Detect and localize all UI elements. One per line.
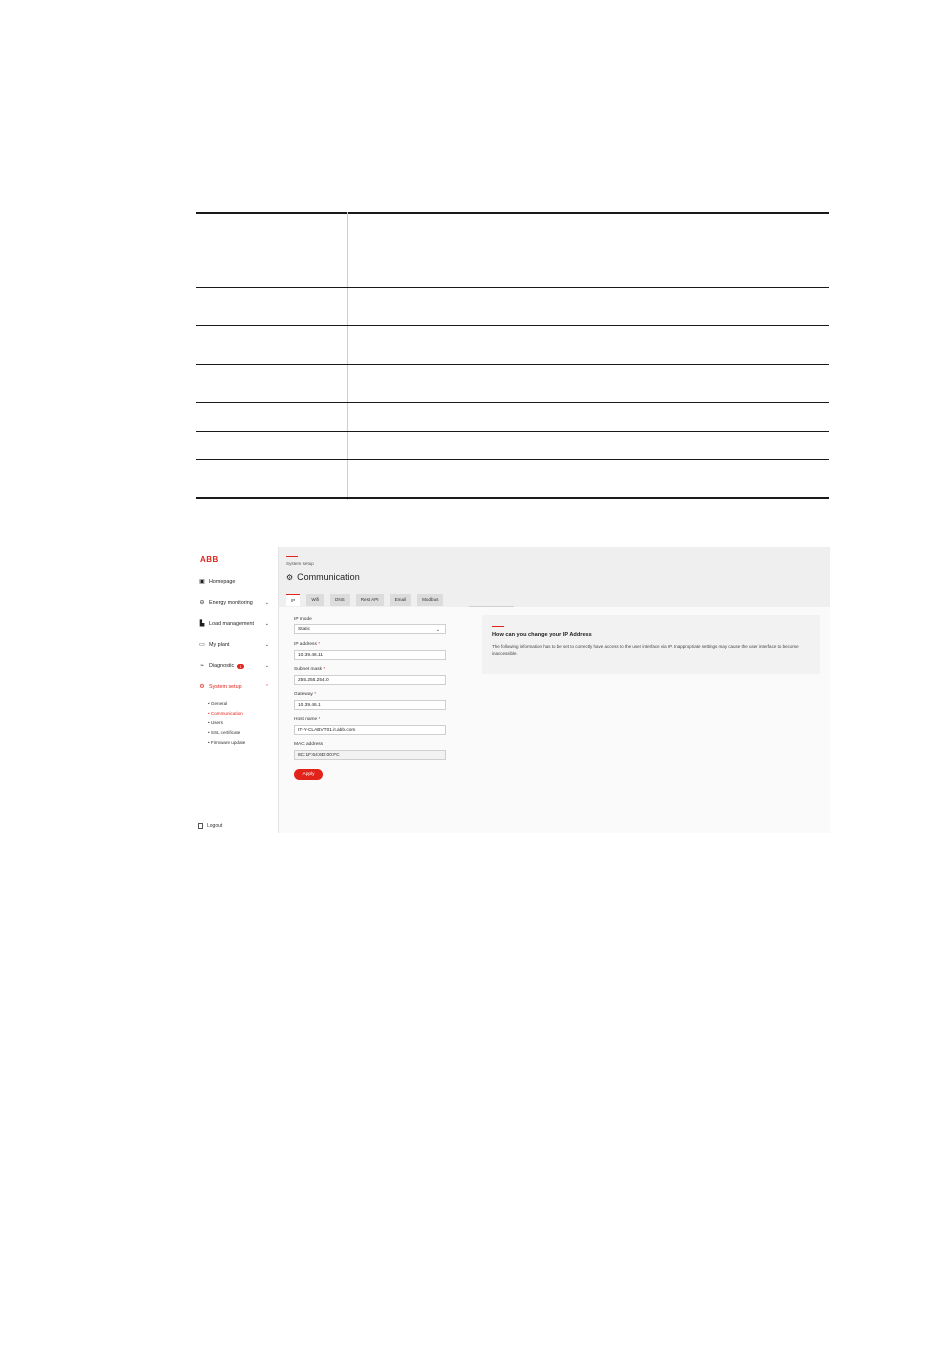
document-table — [196, 212, 829, 500]
notification-badge: 1 — [237, 664, 244, 669]
chevron-down-icon: ⌄ — [264, 642, 269, 648]
gateway-label — [294, 692, 316, 697]
gateway-field[interactable]: 10.39.46.1 — [294, 700, 446, 710]
sidebar-item-label: System setup — [209, 684, 242, 690]
logout-button[interactable] — [198, 823, 222, 829]
main-content — [279, 547, 830, 833]
required-marker: * — [318, 642, 321, 647]
sidebar-item-label: Load management — [209, 621, 254, 627]
gear-icon: ⚙ — [286, 572, 294, 582]
subnet-mask-field[interactable]: 255.255.254.0 — [294, 675, 446, 685]
page-title — [286, 572, 360, 582]
abb-logo: ABB — [200, 555, 219, 564]
info-title: How can you change your IP Address — [492, 632, 592, 638]
sidebar — [196, 547, 279, 833]
gateway-label-text: Gateway — [294, 692, 313, 697]
table-row-rule — [196, 431, 829, 432]
diagnostic-icon: ⌁ — [200, 663, 204, 669]
sidebar-item-load-management[interactable] — [199, 618, 275, 630]
required-marker: * — [318, 717, 321, 722]
sidebar-item-label: Homepage — [209, 579, 236, 585]
info-panel — [482, 615, 820, 674]
gear-icon: ⚙ — [199, 684, 205, 690]
ip-mode-label: IP mode — [294, 617, 312, 622]
table-row-rule — [196, 325, 829, 326]
ip-mode-select[interactable] — [294, 624, 446, 634]
sidebar-item-label: Energy monitoring — [209, 600, 253, 606]
mac-address-field: 8C:1F:64:6D:00:FC — [294, 750, 446, 760]
tab-bar — [286, 594, 449, 606]
tab-ip[interactable]: IP — [286, 594, 300, 606]
tab-modbus[interactable]: Modbus — [417, 594, 443, 606]
subnet-mask-label — [294, 667, 325, 672]
sidebar-subitem-communication[interactable]: • Communication — [208, 711, 243, 716]
sidebar-subitem-firmware-update[interactable]: • Firmware update — [208, 740, 246, 745]
table-row-rule — [196, 287, 829, 288]
info-text: The following information has to be set to correctly have access to the user interface via IP. Inappropriate settings may cause the user interface to become inaccessible. — [492, 644, 799, 656]
app-screenshot — [196, 547, 830, 833]
tab-dns[interactable]: DNS — [330, 594, 350, 606]
energy-icon: ⊖ — [199, 600, 205, 606]
sidebar-subitem-ssl-certificate[interactable]: • SSL certificate — [208, 730, 241, 735]
sidebar-item-homepage[interactable] — [199, 576, 275, 588]
ip-address-label-text: IP address — [294, 642, 317, 647]
sidebar-item-system-setup[interactable] — [199, 681, 275, 693]
sidebar-item-label: Diagnostic — [209, 663, 235, 669]
plant-icon: ▭ — [199, 642, 205, 648]
sidebar-subitem-general[interactable]: • General — [208, 701, 228, 706]
tab-rest-api[interactable]: Rest API — [356, 594, 384, 606]
chevron-up-icon: ⌃ — [264, 684, 269, 690]
header-accent-line — [286, 556, 298, 557]
ip-address-label — [294, 642, 320, 647]
required-marker: * — [323, 667, 326, 672]
chevron-down-icon: ⌄ — [264, 663, 269, 669]
load-icon: ▙ — [199, 621, 205, 627]
table-row-rule — [196, 459, 829, 460]
chevron-down-icon: ⌄ — [264, 621, 269, 627]
apply-button[interactable]: Apply — [294, 769, 323, 780]
logout-icon — [198, 823, 203, 829]
table-bottom-rule — [196, 497, 829, 499]
info-accent-line — [492, 626, 504, 627]
subnet-mask-label-text: Subnet mask — [294, 667, 322, 672]
sidebar-item-energy-monitoring[interactable] — [199, 597, 275, 609]
sidebar-item-my-plant[interactable] — [199, 639, 275, 651]
page-title-text: Communication — [297, 572, 360, 582]
breadcrumb[interactable]: System setup — [286, 561, 314, 566]
table-row-rule — [196, 402, 829, 403]
chevron-down-icon: ⌄ — [264, 600, 269, 606]
home-icon: ▣ — [199, 579, 205, 585]
logout-label: Logout — [207, 823, 223, 829]
table-column-separator — [347, 212, 348, 500]
tab-email[interactable]: Email — [390, 594, 412, 606]
host-name-label — [294, 717, 320, 722]
tab-wifi[interactable]: Wifi — [306, 594, 324, 606]
host-name-label-text: Host name — [294, 717, 318, 722]
chevron-down-icon: ⌄ — [435, 627, 440, 633]
ip-address-field[interactable]: 10.39.46.11 — [294, 650, 446, 660]
sidebar-item-label: My plant — [209, 642, 230, 648]
mac-address-label: MAC address — [294, 742, 324, 747]
page-header — [279, 547, 830, 607]
sidebar-subitem-users[interactable]: • Users — [208, 720, 223, 725]
table-top-rule — [196, 212, 829, 214]
required-marker: * — [314, 692, 317, 697]
table-row-rule — [196, 364, 829, 365]
tab-divider — [469, 606, 514, 607]
host-name-field[interactable]: IT-Y-CLABVT01.it.abb.com — [294, 725, 446, 735]
ip-mode-value: Static — [298, 627, 310, 632]
sidebar-item-diagnostic[interactable] — [199, 660, 275, 672]
